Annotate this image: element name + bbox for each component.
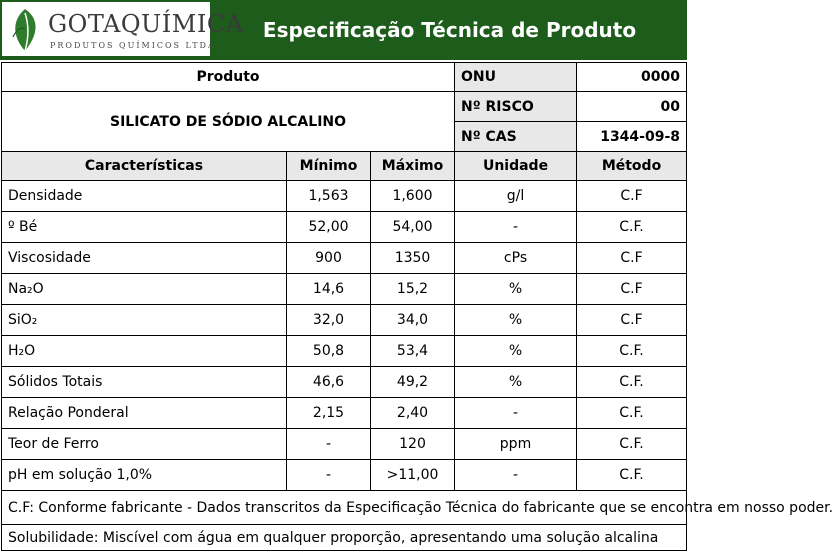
table-row [2, 429, 687, 460]
column-header-row [2, 152, 687, 181]
unit-cell: - [455, 460, 577, 491]
cf-footnote: C.F: Conforme fabricante - Dados transcritos da Especificação Técnica do fabricante que se encontra em nosso poder. [2, 491, 687, 525]
specification-table [1, 62, 833, 551]
solubility-note: Solubilidade: Miscível com água em qualquer proporção, apresentando uma solução alcalina [2, 525, 687, 551]
header-bar [0, 0, 687, 60]
method-cell: C.F. [577, 367, 687, 398]
column-header: Características [2, 152, 287, 181]
characteristic-cell: SiO₂ [2, 305, 287, 336]
column-header: Unidade [455, 152, 577, 181]
maximum-cell: 34,0 [371, 305, 455, 336]
characteristic-cell: Sólidos Totais [2, 367, 287, 398]
table-row [2, 181, 687, 212]
method-cell: C.F. [577, 212, 687, 243]
page-title: Especificação Técnica de Produto [262, 18, 637, 42]
table-row [2, 243, 687, 274]
characteristic-cell: Na₂O [2, 274, 287, 305]
maximum-cell: 1,600 [371, 181, 455, 212]
maximum-cell: 2,40 [371, 398, 455, 429]
column-header: Máximo [371, 152, 455, 181]
unit-cell: ppm [455, 429, 577, 460]
maximum-cell: 15,2 [371, 274, 455, 305]
characteristic-cell: Relação Ponderal [2, 398, 287, 429]
logo-subtitle: PRODUTOS QUÍMICOS LTDA [50, 41, 216, 50]
characteristic-cell: Viscosidade [2, 243, 287, 274]
method-cell: C.F [577, 243, 687, 274]
characteristic-cell: º Bé [2, 212, 287, 243]
method-cell: C.F. [577, 429, 687, 460]
maximum-cell: 53,4 [371, 336, 455, 367]
method-cell: C.F [577, 305, 687, 336]
risk-value: 00 [577, 92, 687, 122]
minimum-cell: 1,563 [287, 181, 371, 212]
minimum-cell: 46,6 [287, 367, 371, 398]
risk-label: Nº RISCO [455, 92, 577, 122]
minimum-cell: 50,8 [287, 336, 371, 367]
product-name: SILICATO DE SÓDIO ALCALINO [2, 92, 455, 152]
maximum-cell: 1350 [371, 243, 455, 274]
characteristic-cell: pH em solução 1,0% [2, 460, 287, 491]
method-cell: C.F. [577, 460, 687, 491]
characteristic-cell: Densidade [2, 181, 287, 212]
unit-cell: cPs [455, 243, 577, 274]
product-label: Produto [2, 63, 455, 92]
onu-label: ONU [455, 63, 577, 92]
company-logo [2, 2, 244, 56]
unit-cell: - [455, 398, 577, 429]
logo-name: GOTAQUÍMICA [48, 10, 244, 38]
unit-cell: g/l [455, 181, 577, 212]
unit-cell: % [455, 336, 577, 367]
cas-label: Nº CAS [455, 122, 577, 152]
unit-cell: % [455, 274, 577, 305]
unit-cell: - [455, 212, 577, 243]
table-row [2, 212, 687, 243]
table-row [2, 398, 687, 429]
column-header: Mínimo [287, 152, 371, 181]
characteristic-cell: H₂O [2, 336, 287, 367]
table-row [2, 460, 687, 491]
table-row [2, 274, 687, 305]
maximum-cell: 120 [371, 429, 455, 460]
maximum-cell: 49,2 [371, 367, 455, 398]
maximum-cell: >11,00 [371, 460, 455, 491]
unit-cell: % [455, 367, 577, 398]
method-cell: C.F. [577, 398, 687, 429]
minimum-cell: 900 [287, 243, 371, 274]
characteristic-cell: Teor de Ferro [2, 429, 287, 460]
minimum-cell: 52,00 [287, 212, 371, 243]
maximum-cell: 54,00 [371, 212, 455, 243]
method-cell: C.F. [577, 336, 687, 367]
minimum-cell: 32,0 [287, 305, 371, 336]
column-header: Método [577, 152, 687, 181]
cas-value: 1344-09-8 [577, 122, 687, 152]
table-row [2, 305, 687, 336]
leaf-icon [7, 7, 43, 53]
minimum-cell: - [287, 429, 371, 460]
minimum-cell: - [287, 460, 371, 491]
table-row [2, 367, 687, 398]
method-cell: C.F [577, 274, 687, 305]
table-row [2, 336, 687, 367]
unit-cell: % [455, 305, 577, 336]
minimum-cell: 14,6 [287, 274, 371, 305]
method-cell: C.F [577, 181, 687, 212]
minimum-cell: 2,15 [287, 398, 371, 429]
onu-value: 0000 [577, 63, 687, 92]
